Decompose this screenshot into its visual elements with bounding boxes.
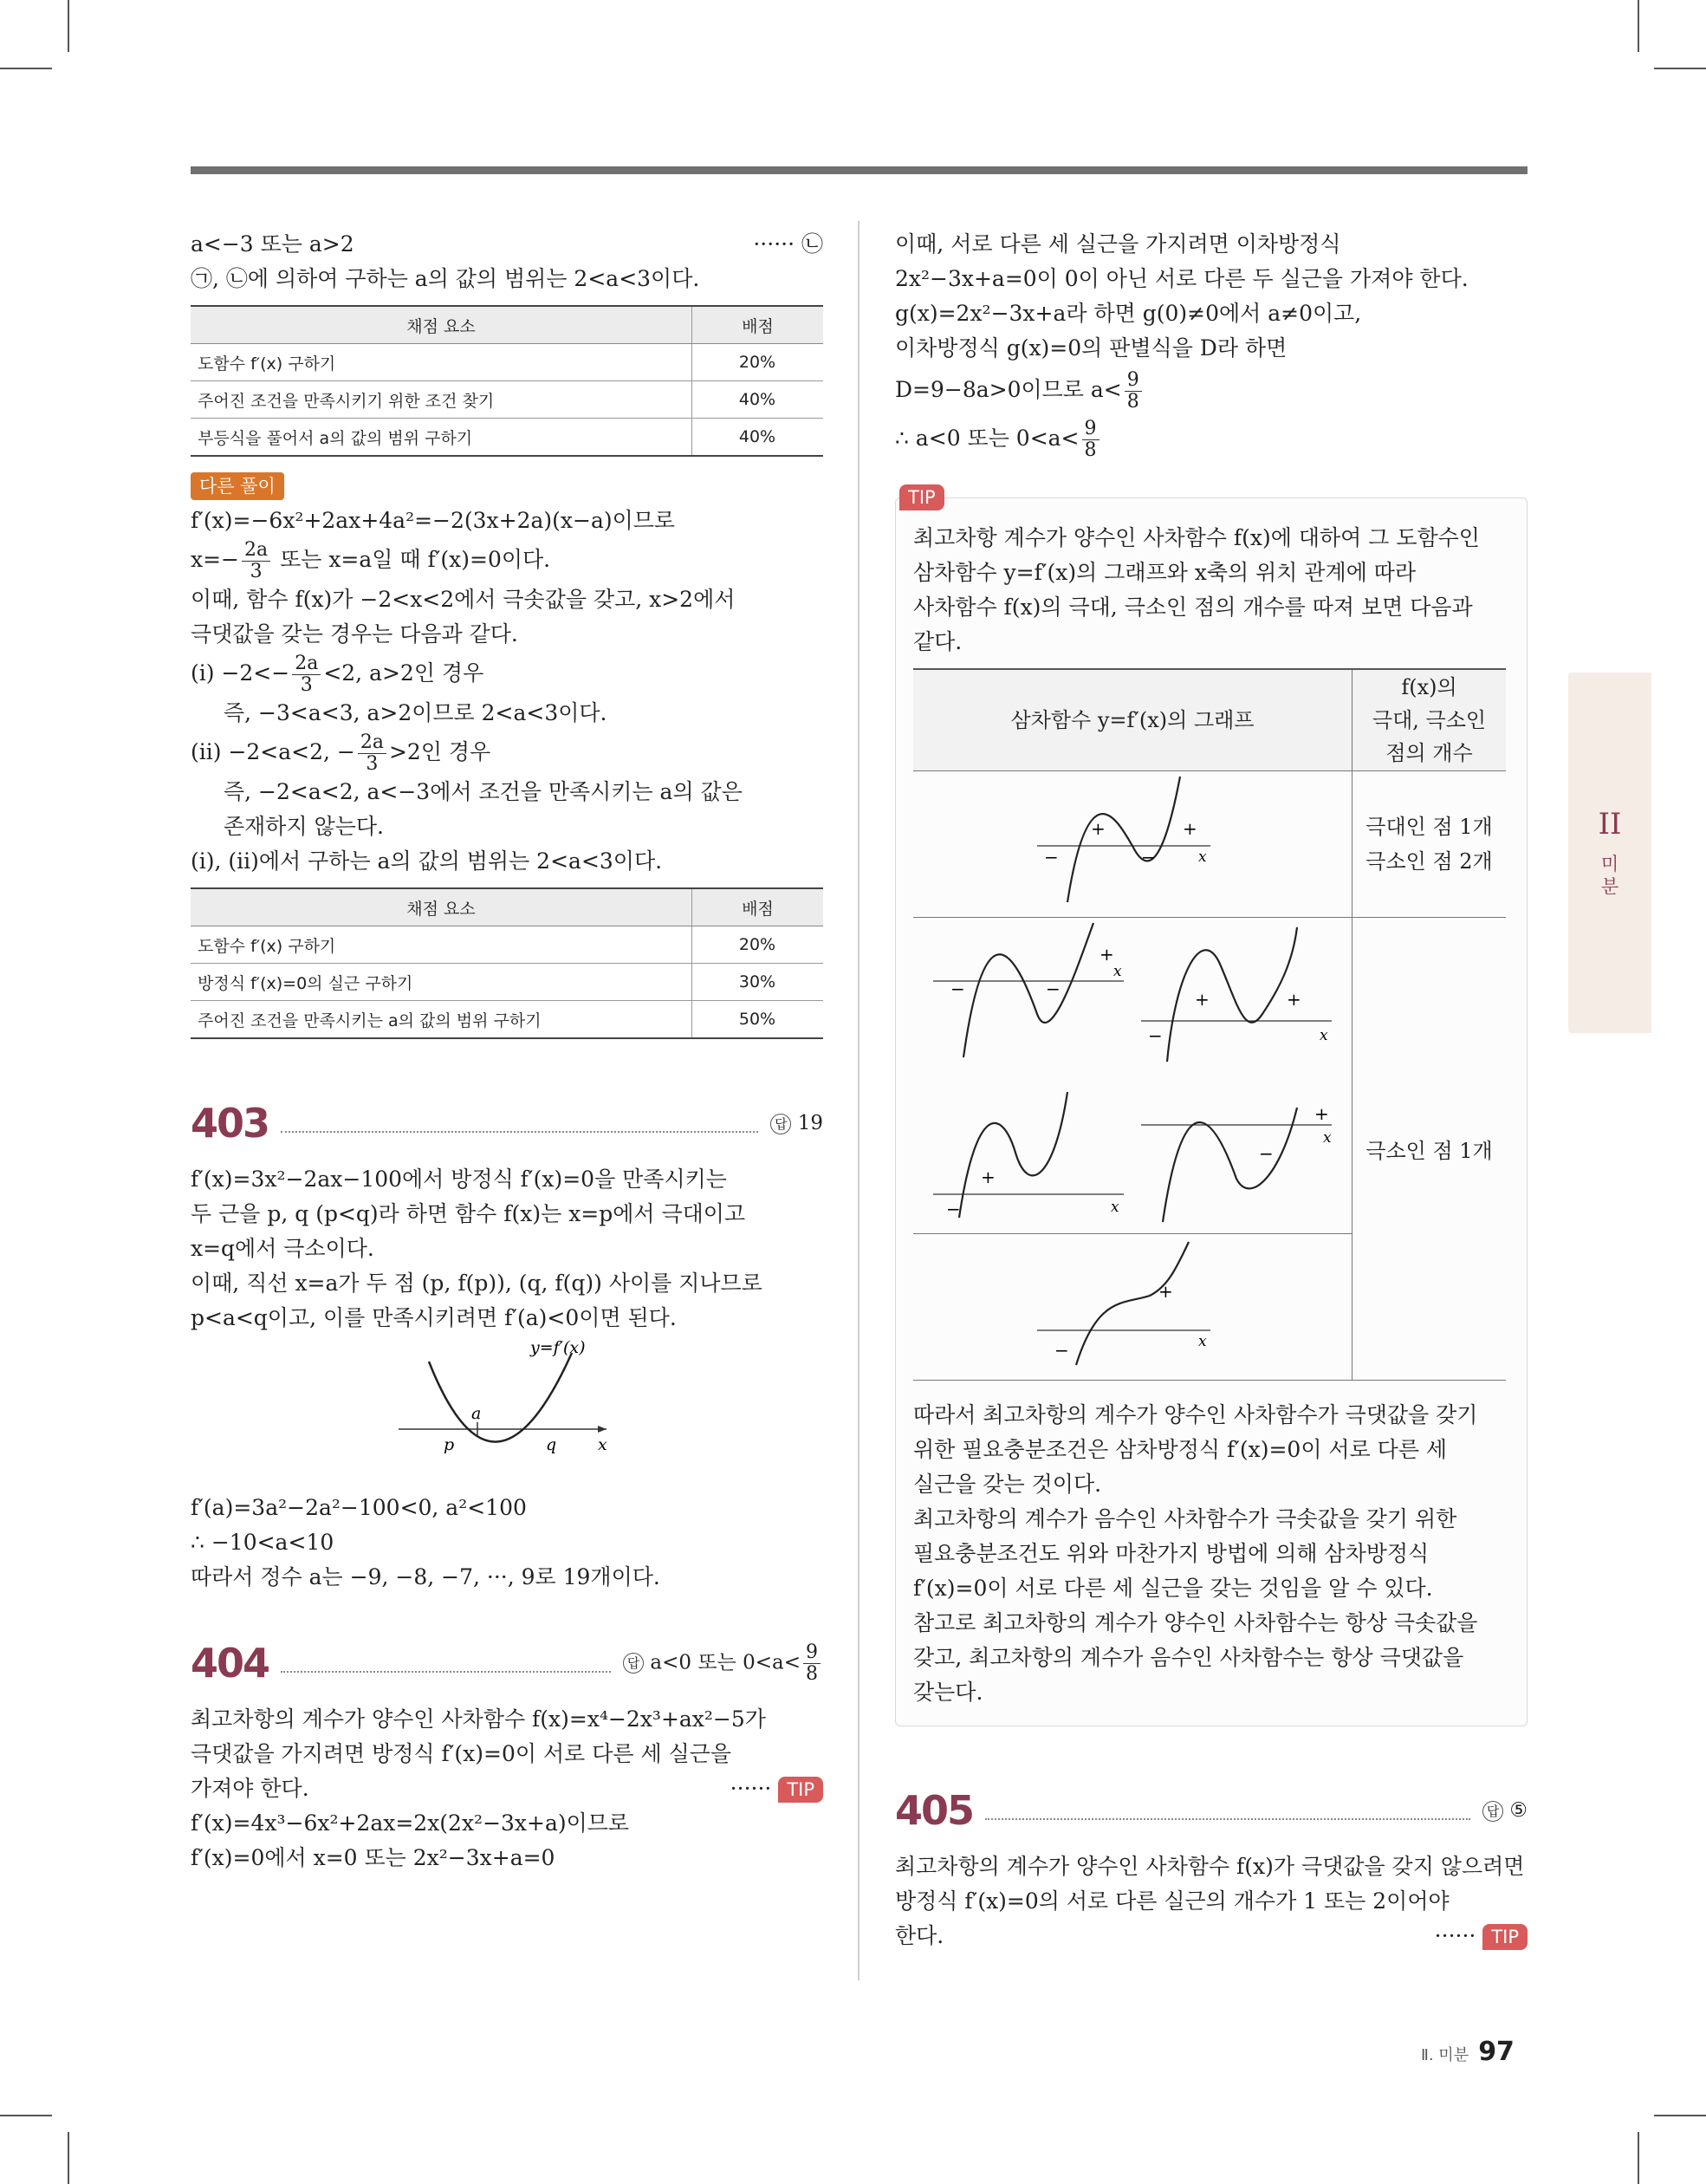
- tip-line: 실근을 갖는 것이다.: [913, 1472, 1102, 1497]
- tip-line: 사차함수 f(x)의 극대, 극소인 점의 개수를 따져 보면 다음과: [913, 595, 1473, 620]
- axis-label: x: [1320, 1027, 1328, 1044]
- table-cell: 20%: [692, 344, 824, 381]
- leader-dots: [281, 1114, 758, 1133]
- sign-plus: +: [1287, 989, 1301, 1010]
- fraction: [1082, 419, 1099, 461]
- solution-line: [191, 227, 823, 262]
- alt-solution-badge: 다른 풀이: [191, 472, 284, 500]
- crop-mark: [1638, 0, 1639, 52]
- numerator: 9: [803, 1642, 821, 1664]
- text: 한다.: [895, 1923, 944, 1948]
- scoring-table: [191, 305, 823, 457]
- sign-plus: +: [1183, 818, 1197, 839]
- parabola-curve: [429, 1353, 572, 1442]
- solution-line: [191, 1771, 823, 1806]
- crop-mark: [0, 68, 52, 69]
- crop-mark: [68, 2132, 69, 2184]
- left-column: [191, 227, 823, 1875]
- solution-line: x=q에서 극소이다.: [191, 1236, 374, 1261]
- answer-value: 19: [797, 1112, 823, 1134]
- scoring-table: [191, 887, 823, 1039]
- fraction: [803, 1642, 821, 1685]
- table-header: 배점: [692, 888, 824, 926]
- problem-header-404: [191, 1640, 823, 1687]
- sign-minus: −: [1148, 1025, 1163, 1046]
- solution-line: [191, 652, 823, 696]
- numerator: 9: [1125, 370, 1142, 392]
- sign-minus: −: [1141, 847, 1156, 868]
- text: (ⅱ) −2<a<2, −: [191, 739, 355, 764]
- table-cell: 극소인 점 1개: [1352, 918, 1507, 1381]
- parabola-graph: [191, 1336, 823, 1487]
- denominator: 8: [1084, 439, 1097, 461]
- text: x=−: [191, 547, 239, 572]
- table-row: [913, 918, 1506, 1234]
- sign-plus: +: [1091, 818, 1106, 839]
- table-cell: 방정식 f′(x)=0의 실근 구하기: [191, 964, 692, 1001]
- axis-label: x: [1111, 1199, 1119, 1216]
- answer-icon: 답: [623, 1653, 644, 1674]
- table-row: [191, 1001, 823, 1039]
- solution-line: f′(x)=0에서 x=0 또는 2x²−3x+a=0: [191, 1845, 555, 1870]
- solution-line: g(x)=2x²−3x+a라 하면 g(0)≠0에서 a≠0이고,: [895, 301, 1362, 326]
- table-cell: 주어진 조건을 만족시키기 위한 조건 찾기: [191, 381, 692, 419]
- leader-dots: ······: [730, 1776, 772, 1801]
- label-x: x: [598, 1435, 607, 1454]
- label-a: a: [471, 1404, 482, 1423]
- tip-reference: [730, 1771, 823, 1806]
- cubic-graph-one-root: [1028, 1235, 1236, 1374]
- table-cell: 주어진 조건을 만족시키는 a의 값의 범위 구하기: [191, 1001, 692, 1039]
- table-row: [913, 771, 1506, 918]
- problem-number: 403: [191, 1100, 269, 1147]
- crop-mark: [68, 0, 69, 52]
- problem-number: 404: [191, 1640, 269, 1687]
- table-cell: 30%: [692, 964, 824, 1001]
- answer-value: ⑤: [1509, 1799, 1528, 1822]
- tip-box: [895, 487, 1528, 1726]
- sign-minus: −: [1046, 978, 1061, 999]
- sign-plus: +: [1099, 944, 1114, 965]
- table-cell: 20%: [692, 926, 824, 964]
- table-row: [191, 381, 823, 419]
- solution-line: 두 근을 p, q (p<q)라 하면 함수 f(x)는 x=p에서 극대이고: [191, 1201, 746, 1226]
- solution-line: f′(x)=−6x²+2ax+4a²=−2(3x+2a)(x−a)이므로: [191, 508, 676, 533]
- solution-line: p<a<q이고, 이를 만족시키려면 f′(a)<0이면 된다.: [191, 1305, 677, 1330]
- solution-line: 극댓값을 갖는 경우는 다음과 같다.: [191, 621, 518, 647]
- solution-line: [191, 731, 823, 775]
- numerator: 9: [1082, 419, 1099, 440]
- solution-line: 이차방정식 g(x)=0의 판별식을 D라 하면: [895, 335, 1288, 361]
- crop-mark: [1654, 2115, 1706, 2116]
- solution-line: ∴ −10<a<10: [191, 1530, 334, 1555]
- tip-line: 최고차항의 계수가 음수인 사차함수가 극솟값을 갖기 위한: [913, 1506, 1457, 1531]
- axis-label: x: [1198, 848, 1207, 866]
- crop-mark: [0, 2115, 52, 2116]
- numerator: 2a: [242, 540, 270, 562]
- equation-marker: ······ ㉡: [753, 231, 823, 257]
- cubic-graph-three-roots: [1028, 772, 1236, 911]
- answer: [1482, 1799, 1528, 1822]
- text: ∴ a<0 또는 0<a<: [895, 426, 1080, 451]
- graph-cell: [913, 918, 1352, 1234]
- table-row: [191, 344, 823, 381]
- solution-line: 따라서 정수 a는 −9, −8, −7, ···, 9로 19개이다.: [191, 1564, 660, 1589]
- text: (ⅰ) −2<−: [191, 660, 290, 686]
- tip-line: 참고로 최고차항의 계수가 양수인 사차함수는 항상 극솟값을: [913, 1610, 1478, 1635]
- tip-reference: [1435, 1919, 1528, 1953]
- solution-line: f′(a)=3a²−2a²−100<0, a²<100: [191, 1495, 527, 1520]
- tip-badge: TIP: [899, 484, 944, 510]
- sign-plus: +: [981, 1167, 996, 1187]
- problem-number: 405: [895, 1787, 974, 1834]
- table-cell: 극대인 점 1개 극소인 점 2개: [1352, 771, 1507, 918]
- tip-badge: TIP: [778, 1777, 823, 1803]
- solution-line: [895, 414, 1528, 463]
- text: 또는 x=a일 때 f′(x)=0이다.: [280, 547, 551, 572]
- answer-icon: 답: [770, 1114, 791, 1134]
- answer-icon: 답: [1482, 1801, 1503, 1822]
- graph-cell: [913, 1234, 1352, 1381]
- page-footer: [1421, 2037, 1515, 2067]
- solution-line: 방정식 f′(x)=0의 서로 다른 실근의 개수가 1 또는 2이어야: [895, 1888, 1450, 1914]
- graph-cell: [913, 771, 1352, 918]
- table-cell: 도함수 f′(x) 구하기: [191, 344, 692, 381]
- column-divider: [858, 221, 859, 1980]
- table-row: [191, 926, 823, 964]
- denominator: 3: [250, 561, 263, 582]
- solution-line: 즉, −2<a<2, a<−3에서 조건을 만족시키는 a의 값은: [224, 779, 743, 804]
- tip-table: [913, 668, 1506, 1381]
- sign-plus: +: [1314, 1103, 1329, 1124]
- denominator: 8: [1126, 391, 1139, 413]
- tip-line: 삼차함수 y=f′(x)의 그래프와 x축의 위치 관계에 따라: [913, 560, 1417, 585]
- fraction: [292, 653, 321, 696]
- solution-line: 최고차항의 계수가 양수인 사차함수 f(x)가 극댓값을 갖지 않으려면: [895, 1854, 1525, 1879]
- answer: [770, 1112, 823, 1134]
- header-rule: [191, 166, 1528, 174]
- answer: [623, 1642, 823, 1685]
- tip-line: f′(x)=0이 서로 다른 세 실근을 갖는 것임을 알 수 있다.: [913, 1576, 1433, 1601]
- sign-minus: −: [950, 978, 965, 999]
- tip-line: 같다.: [913, 629, 963, 654]
- text: >2인 경우: [388, 739, 491, 764]
- cubic-curve: [963, 923, 1093, 1057]
- table-header: 삼차함수 y=f′(x)의 그래프: [913, 669, 1352, 771]
- sign-minus: −: [1259, 1143, 1274, 1164]
- tip-line: 따라서 최고차항의 계수가 양수인 사차함수가 극댓값을 갖기: [913, 1402, 1478, 1427]
- denominator: 8: [806, 1662, 818, 1685]
- right-column: [895, 227, 1528, 1953]
- axis-label: x: [1323, 1129, 1332, 1147]
- tip-badge: TIP: [1482, 1924, 1528, 1950]
- solution-line: 즉, −3<a<3, a>2이므로 2<a<3이다.: [224, 700, 607, 725]
- tip-line: 갖고, 최고차항의 계수가 음수인 사차함수는 항상 극댓값을: [913, 1645, 1464, 1670]
- table-cell: 부등식을 풀어서 a의 값의 범위 구하기: [191, 419, 692, 457]
- chapter-roman: II: [1598, 807, 1622, 842]
- table-header: 채점 요소: [191, 888, 692, 926]
- leader-dots: ······: [1434, 1923, 1476, 1948]
- solution-line: 2x²−3x+a=0이 0이 아닌 서로 다른 두 실근을 가져야 한다.: [895, 266, 1469, 291]
- solution-line: f′(x)=4x³−6x²+2ax=2x(2x²−3x+a)이므로: [191, 1810, 630, 1836]
- solution-line: [895, 366, 1528, 414]
- page-number: 97: [1478, 2037, 1515, 2067]
- label-q: q: [546, 1435, 557, 1454]
- cubic-curve: [1067, 777, 1180, 902]
- sign-plus: +: [1195, 989, 1210, 1010]
- solution-line: 최고차항의 계수가 양수인 사차함수 f(x)=x⁴−2x³+ax²−5가: [191, 1706, 766, 1732]
- cubic-graphs-double-root: [916, 919, 1349, 1227]
- curve-label: y=f′(x): [530, 1338, 586, 1357]
- solution-line: 극댓값을 가지려면 방정식 f′(x)=0이 서로 다른 세 실근을: [191, 1741, 732, 1766]
- table-cell: 40%: [692, 419, 824, 457]
- table-header: f(x)의 극대, 극소인 점의 개수: [1352, 669, 1507, 771]
- fraction: [1125, 370, 1142, 413]
- answer-value: a<0 또는 0<a<: [650, 1651, 801, 1674]
- numerator: 2a: [292, 653, 321, 675]
- axis-label: x: [1198, 1333, 1207, 1350]
- axis-label: x: [1113, 963, 1122, 980]
- text: D=9−8a>0이므로 a<: [895, 377, 1122, 402]
- crop-mark: [1654, 68, 1706, 69]
- fraction: [358, 732, 386, 775]
- table-row: [191, 419, 823, 457]
- fraction: [242, 540, 270, 582]
- tip-line: 위한 필요충분조건은 삼차방정식 f′(x)=0이 서로 다른 세: [913, 1437, 1448, 1462]
- table-cell: 40%: [692, 381, 824, 419]
- label-p: p: [444, 1435, 455, 1454]
- tip-line: 최고차항 계수가 양수인 사차함수 f(x)에 대하여 그 도함수인: [913, 525, 1480, 550]
- crop-mark: [1638, 2132, 1639, 2184]
- problem-header-405: [895, 1787, 1528, 1834]
- solution-line: f′(x)=3x²−2ax−100에서 방정식 f′(x)=0을 만족시키는: [191, 1167, 727, 1192]
- solution-line: 이때, 직선 x=a가 두 점 (p, f(p)), (q, f(q)) 사이를 지나므로: [191, 1271, 762, 1296]
- table-row: [191, 964, 823, 1001]
- table-cell: 50%: [692, 1001, 824, 1039]
- denominator: 3: [366, 753, 379, 775]
- solution-line: [895, 1919, 1528, 1953]
- text: 가져야 한다.: [191, 1776, 309, 1801]
- leader-dots: [281, 1654, 611, 1673]
- cubic-curve: [1076, 1242, 1189, 1365]
- denominator: 3: [300, 674, 313, 696]
- table-header: 배점: [692, 306, 824, 344]
- solution-line: 이때, 함수 f(x)가 −2<x<2에서 극솟값을 갖고, x>2에서: [191, 587, 736, 612]
- sign-minus: −: [1054, 1340, 1069, 1361]
- chapter-label: 미 분: [1600, 854, 1619, 897]
- problem-header-403: [191, 1100, 823, 1147]
- numerator: 2a: [358, 732, 386, 754]
- solution-line: 이때, 서로 다른 세 실근을 가지려면 이차방정식: [895, 231, 1341, 257]
- solution-line: (ⅰ), (ⅱ)에서 구하는 a의 값의 범위는 2<a<3이다.: [191, 848, 663, 874]
- leader-dots: [985, 1801, 1470, 1820]
- tip-line: 필요충분조건도 위와 마찬가지 방법에 의해 삼차방정식: [913, 1541, 1430, 1566]
- table-cell: 도함수 f′(x) 구하기: [191, 926, 692, 964]
- sign-minus: −: [946, 1199, 961, 1219]
- text: a<−3 또는 a>2: [191, 231, 354, 257]
- solution-line: 존재하지 않는다.: [224, 814, 384, 839]
- cubic-curve: [1167, 927, 1297, 1062]
- chapter-side-tab: [1568, 673, 1651, 1033]
- axis-arrow: [598, 1426, 607, 1433]
- text: <2, a>2인 경우: [323, 660, 484, 686]
- solution-line: [191, 538, 823, 582]
- table-header: 채점 요소: [191, 306, 692, 344]
- tip-line: 갖는다.: [913, 1680, 983, 1705]
- solution-line: ㉠, ㉡에 의하여 구하는 a의 값의 범위는 2<a<3이다.: [191, 266, 700, 291]
- sign-minus: −: [1044, 847, 1059, 868]
- cubic-curve: [959, 1092, 1067, 1218]
- chapter-name: Ⅱ. 미분: [1421, 2046, 1469, 2064]
- sign-plus: +: [1158, 1281, 1173, 1302]
